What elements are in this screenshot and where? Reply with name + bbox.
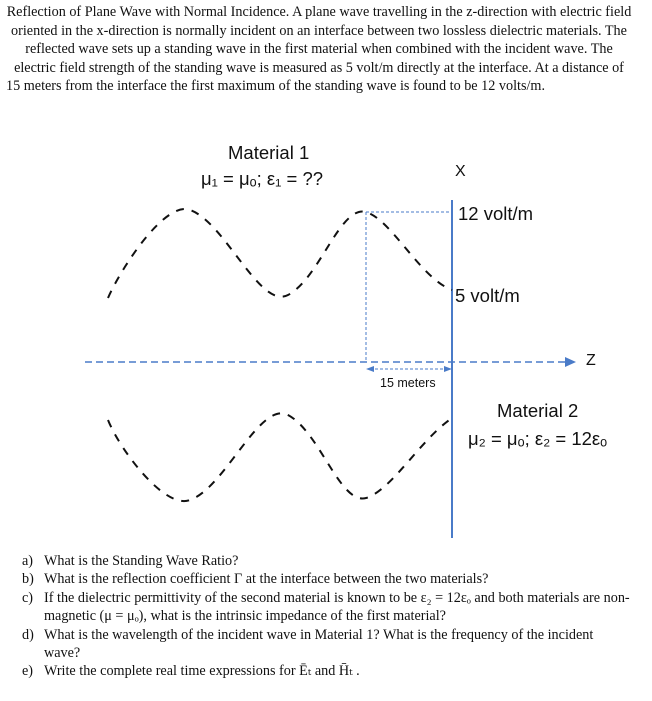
question-item [22,552,632,570]
z-axis-arrowhead [565,357,576,367]
question-item [22,662,632,680]
question-text: What is the reflection coefficient Γ at the interface between the two materials? [44,571,489,588]
distance-arrowhead-left [366,366,374,372]
material-1-properties: μ₁ = μₒ; ε₁ = ?? [201,168,324,189]
distance-arrowhead-right [444,366,452,372]
question-item [22,589,632,626]
question-text: What is the Standing Wave Ratio? [44,553,239,569]
problem-body: A plane wave travelling in the z-direction with electric field oriented in the x-direction is normally incident on an interface between two lossless dielectric materials. The reflected wave sets up a standing wave in the first material when combined with the incident wave. The electric field strength of the standing wave is measured as 5 volt/m directly at the interface. At a distance of 15 meters from the interface the first maximum of the standing wave is found to be 12 volts/m. [6,4,632,95]
question-text: What is the wavelength of the incident wave in Material 1? What is the frequency of the incident wave? [44,626,594,662]
distance-label: 15 meters [380,376,436,390]
x-axis-label: X [455,163,466,180]
question-label: a) [22,553,34,569]
field-interface-label: 5 volt/m [455,285,520,306]
question-label: e) [22,663,34,680]
material-1-title: Material 1 [228,142,310,163]
material-2-properties: μ₂ = μₒ; ε₂ = 12εₒ [468,428,608,449]
question-list [22,552,632,681]
lower-standing-wave [108,413,452,501]
question-text: Write the complete real time expressions for Ēₜ and H̄ₜ . [44,663,360,680]
z-axis-label: Z [586,352,596,369]
question-item [22,626,632,663]
question-label: b) [22,571,34,588]
question-label: c) [22,589,34,606]
question-text: If the dielectric permittivity of the second material is known to be ε₂ = 12εₒ and both materials are non-magnetic (μ = μₒ), what is the intrinsic impedance of the first material? [44,589,630,625]
field-max-label: 12 volt/m [458,203,534,224]
material-2-title: Material 2 [497,400,579,421]
upper-standing-wave [108,209,452,298]
problem-title: Reflection of Plane Wave with Normal Incidence. [6,4,290,20]
question-item [22,570,632,588]
question-label: d) [22,626,34,643]
